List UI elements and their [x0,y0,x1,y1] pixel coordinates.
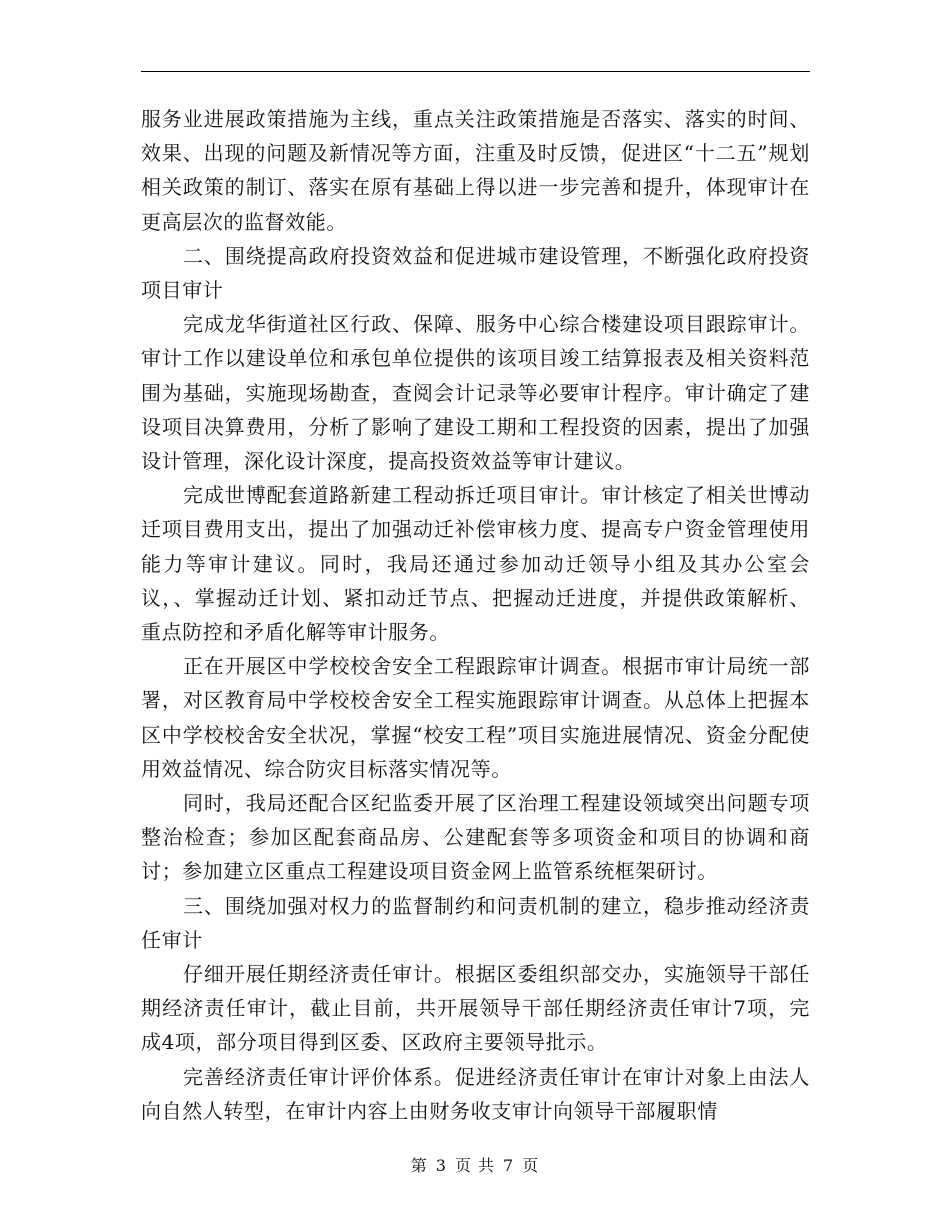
page-footer [0,1153,950,1176]
paragraph-3: 完成龙华街道社区行政、保障、服务中心综合楼建设项目跟踪审计。审计工作以建设单位和承包单位提供的该项目竣工结算报表及相关资料范围为基础，实施现场勘查，查阅会计记录等必要审计程序。审计确定了建设项目决算费用，分析了影响了建设工期和工程投资的因素，提出了加强设计管理，深化设计深度，提高投资效益等审计建议。 [141,312,810,474]
footer-total-pages: 7 [503,1156,515,1175]
footer-prefix: 第 [410,1156,428,1175]
document-body [141,102,810,1128]
footer-suffix: 页 [522,1156,540,1175]
footer-page-number: 3 [435,1156,447,1175]
section-heading-2: 二、围绕提高政府投资效益和促进城市建设管理，不断强化政府投资项目审计 [141,243,810,303]
paragraph-9: 完善经济责任审计评价体系。促进经济责任审计在审计对象上由法人向自然人转型，在审计内容上由财务收支审计向领导干部履职情 [141,1064,810,1123]
paragraph-6: 同时，我局还配合区纪监委开展了区治理工程建设领域突出问题专项整治检查；参加区配套商品房、公建配套等多项资金和项目的协调和商讨；参加建立区重点工程建设项目资金网上监管系统框架研讨。 [141,791,810,884]
paragraph-4: 完成世博配套道路新建工程动拆迁项目审计。审计核定了相关世博动迁项目费用支出，提出了加强动迁补偿审核力度、提高专户资金管理使用能力等审计建议。同时，我局还通过参加动迁领导小组及其办公室会议，、掌握动迁计划、紧扣动迁节点、把握动迁进度，并提供政策解析、重点防控和矛盾化解等审计服务。 [141,483,810,645]
paragraph-1: 服务业进展政策措施为主线，重点关注政策措施是否落实、落实的时间、效果、出现的问题及新情况等方面，注重及时反馈，促进区“十二五”规划相关政策的制订、落实在原有基础上得以进一步完善和提升，体现审计在更高层次的监督效能。 [141,107,810,234]
section-heading-3: 三、围绕加强对权力的监督制约和问责机制的建立，稳步推动经济责任审计 [141,893,810,952]
paragraph-8: 仔细开展任期经济责任审计。根据区委组织部交办，实施领导干部任期经济责任审计，截止目前，共开展领导干部任期经济责任审计7项，完成4项，部分项目得到区委、区政府主要领导批示。 [141,962,810,1055]
footer-middle: 页 共 [454,1156,496,1175]
header-rule [141,71,810,72]
paragraph-5: 正在开展区中学校校舍安全工程跟踪审计调查。根据市审计局统一部署，对区教育局中学校校舍安全工程实施跟踪审计调查。从总体上把握本区中学校校舍安全状况，掌握“校安工程”项目实施进展情况、资金分配使用效益情况、综合防灾目标落实情况等。 [141,654,810,781]
